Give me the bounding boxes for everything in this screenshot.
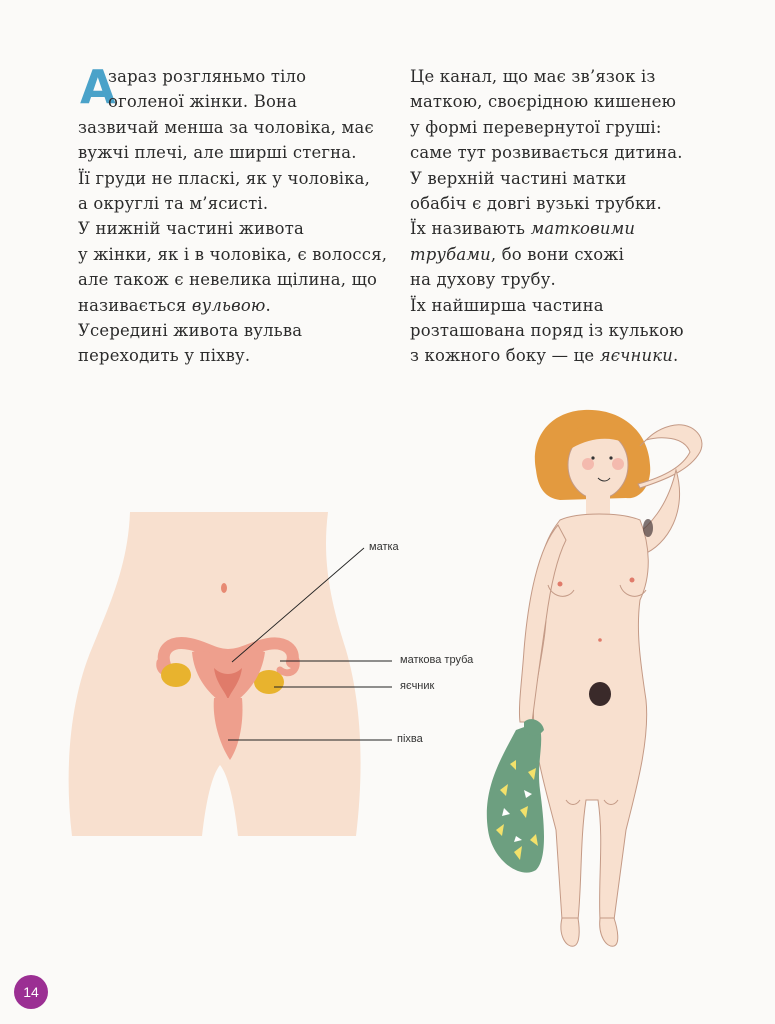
- text-line: у жінки, як і в чоловіка, є волосся,: [78, 244, 388, 264]
- label-uterus: матка: [369, 541, 399, 553]
- text-line: а округлі та м’ясисті.: [78, 193, 269, 213]
- text-line: Її груди не пласкі, як у чоловіка,: [78, 168, 371, 188]
- text-line: з кожного боку — це яєчники.: [410, 346, 679, 366]
- navel: [221, 583, 227, 593]
- term-vulva: вульвою: [191, 295, 266, 315]
- text-line: Їх найширша частина: [410, 295, 604, 315]
- text-line: маткою, своєрідною кишенею: [410, 92, 677, 112]
- text-line: обабіч є довгі вузькі трубки.: [410, 193, 662, 213]
- text-line: зазвичай менша за чоловіка, має: [78, 117, 374, 137]
- text-line: розташована поряд із кулькою: [410, 320, 684, 340]
- text-line: У верхній частині матки: [410, 168, 627, 188]
- text-line: трубами, бо вони схожі: [410, 244, 625, 264]
- left-ovary: [161, 663, 191, 687]
- text-line: У нижній частині живота: [78, 219, 304, 239]
- term-ovaries: яєчники: [599, 346, 674, 366]
- text-line: Це канал, що має зв’язок із: [410, 67, 656, 86]
- text-line: але також є невелика щілина, що: [78, 270, 378, 290]
- text-line: саме тут розвивається дитина.: [410, 143, 683, 163]
- label-ovary: яєчник: [400, 680, 435, 692]
- text-line: у формі перевернутої груші:: [410, 117, 662, 137]
- text-line: оголеної жінки. Вона: [108, 92, 298, 112]
- text-line: на духову трубу.: [410, 270, 556, 290]
- text-line: Їх називають матковими: [410, 219, 636, 239]
- label-fallopian-tube: маткова труба: [400, 654, 474, 666]
- text-line: переходить у піхву.: [78, 346, 251, 366]
- term-tubes: трубами: [410, 244, 491, 264]
- term-fallopian: матковими: [530, 219, 636, 239]
- woman-figure: [519, 410, 701, 946]
- text-line: вужчі плечі, але ширші стегна.: [78, 143, 357, 163]
- text-line: зараз розгляньмо тіло: [108, 67, 307, 86]
- text-line: називається вульвою.: [78, 295, 271, 315]
- label-vagina: піхва: [397, 733, 423, 745]
- page-number-badge: 14: [14, 975, 48, 1009]
- text-line: Усередині живота вульва: [78, 320, 303, 340]
- green-garment: [487, 719, 544, 872]
- drop-cap-letter: А: [80, 60, 116, 114]
